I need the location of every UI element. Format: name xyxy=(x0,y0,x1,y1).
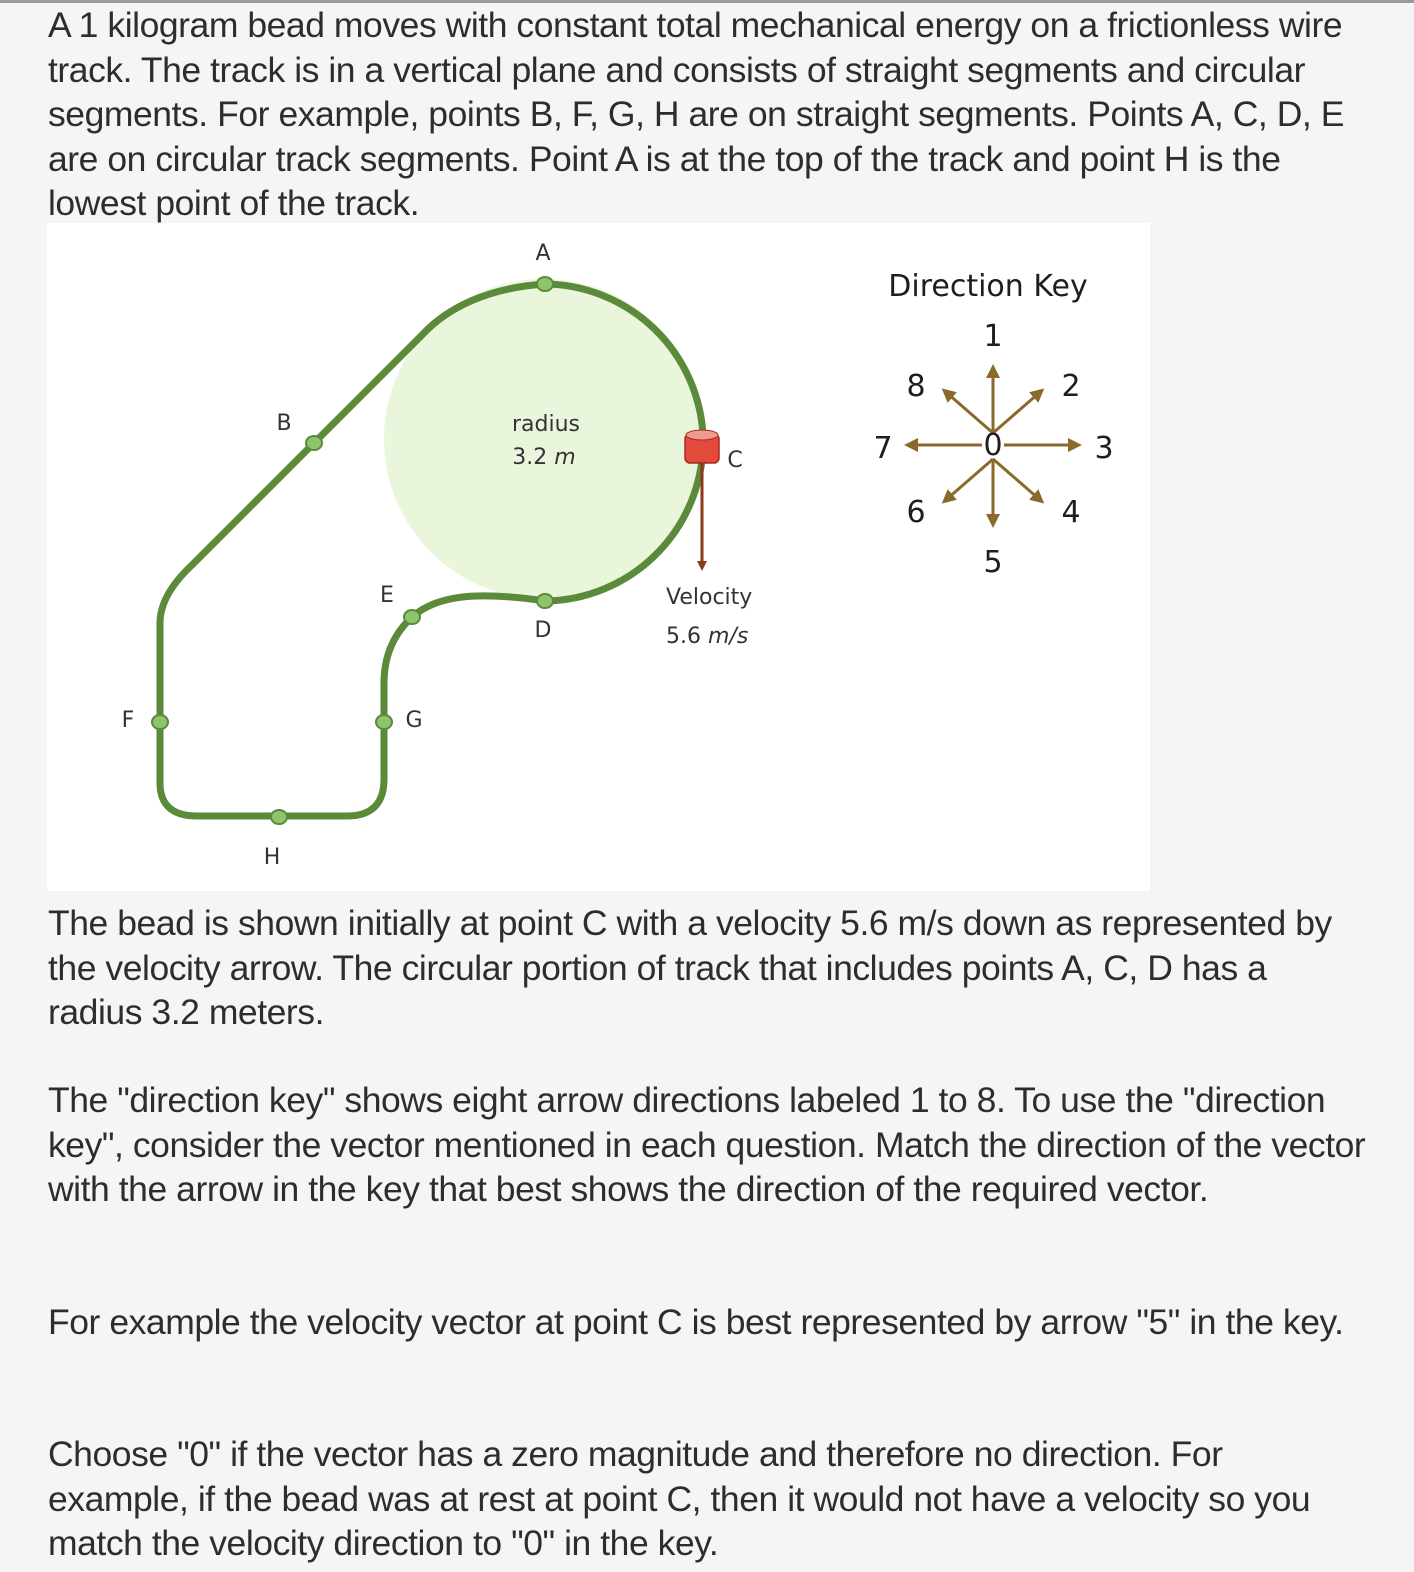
point-e-marker xyxy=(404,610,420,624)
example-text: For example the velocity vector at point C is best represented by arrow "5" in the key. xyxy=(48,1302,1344,1342)
key-label-2: 2 xyxy=(1061,369,1081,404)
zero-vector-instructions: Choose "0" if the vector has a zero magnitude and therefore no direction. For example, if the bead was at rest at point C, then it would not have a velocity so you match the velocity direction to "0" in the key. xyxy=(48,1434,1311,1563)
key-label-4: 4 xyxy=(1061,495,1081,530)
track-diagram xyxy=(47,223,1150,891)
point-e-label: E xyxy=(380,583,394,608)
radius-value: 3.2 xyxy=(512,445,548,470)
point-b-marker xyxy=(306,436,322,450)
point-g-label: G xyxy=(405,708,423,733)
key-arrow-8 xyxy=(947,393,993,433)
bead-description-text: The bead is shown initially at point C with a velocity 5.6 m/s down as represented by the velocity arrow. The circular portion of track that includes points A, C, D has a radius 3.2 meters. xyxy=(48,903,1332,1032)
radius-value-line xyxy=(512,445,575,470)
key-label-3: 3 xyxy=(1094,431,1114,466)
point-h-label: H xyxy=(263,845,281,870)
point-d-marker xyxy=(537,594,553,608)
key-arrow-2 xyxy=(993,393,1039,433)
point-b-label: B xyxy=(276,411,292,436)
radius-unit: m xyxy=(554,445,576,470)
point-g-marker xyxy=(376,715,392,729)
velocity-value: 5.6 xyxy=(666,624,701,649)
key-label-7: 7 xyxy=(873,431,893,466)
velocity-label: Velocity xyxy=(666,585,753,610)
key-label-5: 5 xyxy=(983,545,1003,580)
key-arrow-6 xyxy=(947,459,993,499)
key-label-6: 6 xyxy=(906,495,926,530)
key-label-0: 0 xyxy=(983,428,1003,463)
point-f-marker xyxy=(152,715,168,729)
point-c-label: C xyxy=(727,448,743,473)
point-a-marker xyxy=(537,277,553,291)
radius-label: radius xyxy=(511,412,581,437)
point-f-label: F xyxy=(121,708,135,733)
direction-key xyxy=(873,269,1113,580)
key-arrow-4 xyxy=(993,459,1039,499)
velocity-unit: m/s xyxy=(708,624,749,649)
key-label-1: 1 xyxy=(983,319,1003,354)
track-diagram-svg xyxy=(47,223,1150,891)
point-h-marker xyxy=(271,810,287,824)
key-label-8: 8 xyxy=(906,369,926,404)
direction-key-title: Direction Key xyxy=(888,269,1088,304)
problem-intro-text: A 1 kilogram bead moves with constant total mechanical energy on a frictionless wire track. The track is in a vertical plane and consists of straight segments and circular segments. For example, points B, F, G, H are on straight segments. Points A, C, D, E are on circular track segments. Point A is at the top of the track and point H is the lowest point of the track. xyxy=(48,5,1344,223)
velocity-value-line xyxy=(666,624,748,649)
direction-key-instructions: The "direction key" shows eight arrow directions labeled 1 to 8. To use the "direction key", consider the vector mentioned in each question. Match the direction of the vector with the arrow in the key that best shows the direction of the required vector. xyxy=(48,1080,1366,1209)
point-d-label: D xyxy=(534,618,552,643)
point-a-label: A xyxy=(535,241,551,266)
bead xyxy=(685,430,719,463)
